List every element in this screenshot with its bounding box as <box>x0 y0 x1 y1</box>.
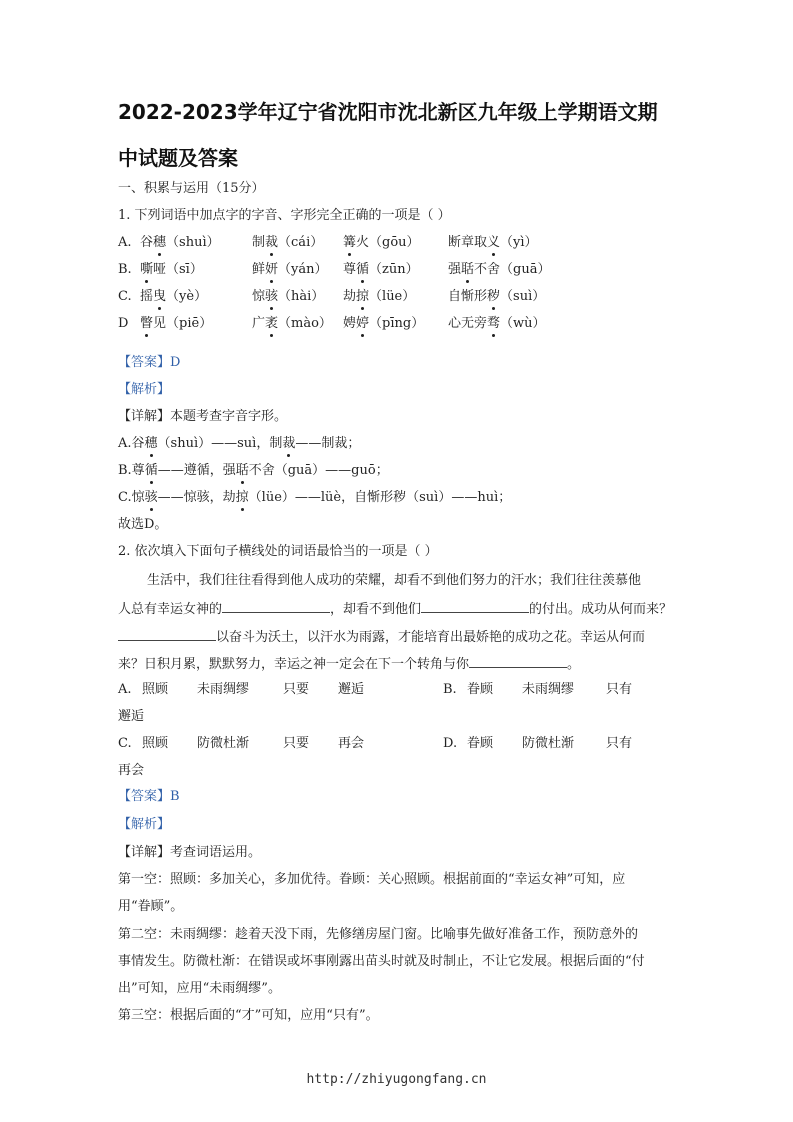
q1-analysis-heading: 【解析】 <box>118 382 171 397</box>
q2-option-word: 邂逅 <box>338 682 365 697</box>
q1-option-item: 嘶哑（sī） <box>140 262 203 277</box>
q2-option-word: 眷顾 <box>467 682 494 697</box>
q1-option-label: B. <box>118 262 132 277</box>
q1-option-item: 断章取义（yì） <box>448 235 538 250</box>
q1-answer: 【答案】D <box>118 355 181 370</box>
q2-option-word: 未雨绸缪 <box>197 682 250 697</box>
document-title-line-2: 中试题及答案 <box>118 146 238 170</box>
blank-4 <box>469 655 567 668</box>
q2-option-word: 只要 <box>283 736 310 751</box>
q2-explain-1a: 第一空：照顾：多加关心，多加优待。眷顾：关心照顾。根据前面的“幸运女神”可知，应 <box>118 872 626 887</box>
q1-option-item: 篝火（gōu） <box>343 235 420 250</box>
q1-option-item: 广袤（mào） <box>252 316 332 331</box>
q1-option-item: 自惭形秽（suì） <box>448 289 546 304</box>
q2-option-word: 未雨绸缪 <box>522 682 575 697</box>
q2-option-label: B. <box>443 682 457 697</box>
q1-option-item: 心无旁骛（wù） <box>448 316 546 331</box>
q2-option-word: 防微杜渐 <box>197 736 250 751</box>
q1-explanation-b: B.尊循——遵循，强聒不舍（guā）——guō； <box>118 463 389 478</box>
blank-1 <box>222 600 330 613</box>
q2-option-label: D. <box>443 736 458 751</box>
document-title-line-1: 2022-2023学年辽宁省沈阳市沈北新区九年级上学期语文期 <box>118 100 658 124</box>
q2-passage-line-2: 人总有幸运女神的 ，却看不到他们 的付出。成功从何而来？ <box>118 602 673 617</box>
q1-option-item: 强聒不舍（guā） <box>448 262 551 277</box>
q1-option-item: 鲜妍（yán） <box>252 262 328 277</box>
section-heading: 一、积累与运用（15分） <box>118 181 265 196</box>
q2-option-word: 眷顾 <box>467 736 494 751</box>
q1-option-item: 尊循（zūn） <box>343 262 419 277</box>
q2-option-wrapped-word: 再会 <box>118 763 145 778</box>
q2-detail: 【详解】考查词语运用。 <box>118 845 262 860</box>
q1-option-item: 娉婷（pīng） <box>343 316 425 331</box>
q1-detail: 【详解】本题考查字音字形。 <box>118 409 288 424</box>
q2-option-word: 只有 <box>606 682 633 697</box>
q1-stem: 1. 下列词语中加点字的字音、字形完全正确的一项是（ ） <box>118 208 451 223</box>
q1-explanation-c: C.惊骇——惊骇，劫掠（lüe）——lüè，自惭形秽（suì）——huì； <box>118 490 512 505</box>
q1-option-label: A. <box>118 235 132 250</box>
q2-option-word: 防微杜渐 <box>522 736 575 751</box>
q1-option-item: 劫掠（lüe） <box>343 289 416 304</box>
blank-2 <box>421 600 529 613</box>
q1-conclusion: 故选D。 <box>118 517 168 532</box>
q1-option-item: 瞥见（piē） <box>140 316 213 331</box>
q2-explain-2a: 第二空：未雨绸缪：趁着天没下雨，先修缮房屋门窗。比喻事先做好准备工作，预防意外的 <box>118 927 639 942</box>
q2-stem: 2. 依次填入下面句子横线处的词语最恰当的一项是（ ） <box>118 544 438 559</box>
q2-passage-line-4: 来？日积月累，默默努力，幸运之神一定会在下一个转角与你 。 <box>118 657 581 672</box>
q2-option-label: A. <box>118 682 132 697</box>
q1-option-item: 谷穗（shuì） <box>140 235 220 250</box>
q2-explain-2b: 事情发生。防微杜渐：在错误或坏事刚露出苗头时就及时制止，不让它发展。根据后面的“付 <box>118 954 645 969</box>
blank-3 <box>118 628 216 641</box>
q2-analysis-heading: 【解析】 <box>118 817 171 832</box>
q1-option-label: C. <box>118 289 132 304</box>
q2-option-word: 照顾 <box>142 736 169 751</box>
q1-option-item: 摇曳（yè） <box>140 289 208 304</box>
q2-option-label: C. <box>118 736 132 751</box>
q1-explanation-a: A.谷穗（shuì）——suì，制裁——制裁； <box>118 436 361 451</box>
q2-passage-line-1: 生活中，我们往往看得到他人成功的荣耀，却看不到他们努力的汗水；我们往往羡慕他 <box>147 573 642 588</box>
footer-url[interactable]: http://zhiyugongfang.cn <box>306 1072 487 1087</box>
q1-option-item: 惊骇（hài） <box>252 289 325 304</box>
q2-option-word: 只有 <box>606 736 633 751</box>
q2-answer: 【答案】B <box>118 789 180 804</box>
q2-option-wrapped-word: 邂逅 <box>118 709 145 724</box>
q2-passage-line-3: 以奋斗为沃土，以汗水为雨露，才能培育出最娇艳的成功之花。幸运从何而 <box>118 628 645 646</box>
q2-option-word: 只要 <box>283 682 310 697</box>
q1-option-item: 制裁（cái） <box>252 235 324 250</box>
q2-option-word: 再会 <box>338 736 365 751</box>
q2-option-word: 照顾 <box>142 682 169 697</box>
q1-option-label: D <box>118 316 129 331</box>
q2-explain-2c: 出”可知，应用“未雨绸缪”。 <box>118 981 281 996</box>
q2-explain-3: 第三空：根据后面的“才”可知，应用“只有”。 <box>118 1008 379 1023</box>
q2-explain-1b: 用“眷顾”。 <box>118 899 184 914</box>
